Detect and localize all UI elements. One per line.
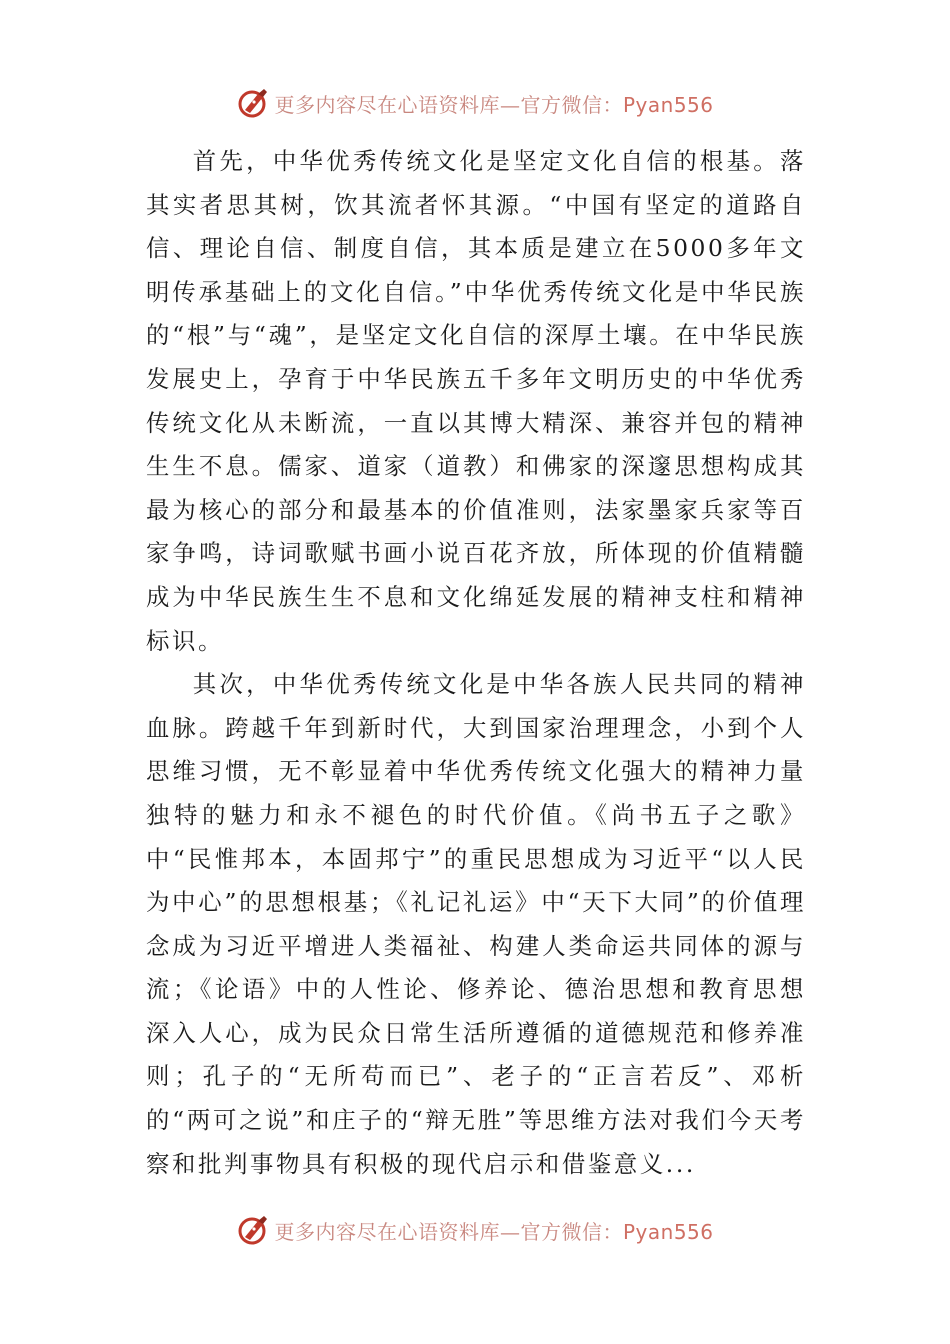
pen-nib-logo-icon: [236, 1213, 270, 1247]
footer-banner-label: 更多内容尽在心语资料库—官方微信：: [274, 1219, 623, 1244]
paragraph-1: 首先，中华优秀传统文化是坚定文化自信的根基。落其实者思其树，饮其流者怀其源。“中国有坚定的道路自信、理论自信、制度自信，其本质是建立在5000多年文明传承基础上的文化自信。”中华优秀传统文化是中华民族的“根”与“魂”，是坚定文化自信的深厚土壤。在中华民族发展史上，孕育于中华民族五千多年文明历史的中华优秀传统文化从未断流，一直以其博大精深、兼容并包的精神生生不息。儒家、道家（道教）和佛家的深邃思想构成其最为核心的部分和最基本的价值准则，法家墨家兵家等百家争鸣，诗词歌赋书画小说百花齐放，所体现的价值精髓成为中华民族生生不息和文化绵延发展的精神支柱和精神标识。: [146, 147, 806, 655]
paragraph-2: 其次，中华优秀传统文化是中华各族人民共同的精神血脉。跨越千年到新时代，大到国家治理理念，小到个人思维习惯，无不彰显着中华优秀传统文化强大的精神力量独特的魅力和永不褪色的时代价值。《尚书五子之歌》中“民惟邦本，本固邦宁”的重民思想成为习近平“以人民为中心”的思想根基；《礼记礼运》中“天下大同”的价值理念成为习近平增进人类福祉、构建人类命运共同体的源与流；《论语》中的人性论、修养论、德治思想和教育思想深入人心，成为民众日常生活所遵循的道德规范和修养准则；孔子的“无所苟而已”、老子的“正言若反”、邓析的“两可之说”和庄子的“辩无胜”等思维方法对我们今天考察和批判事物具有积极的现代启示和借鉴意义...: [146, 670, 806, 1178]
footer-wechat-handle: Pyan556: [622, 1219, 714, 1244]
pen-nib-logo-icon: [236, 86, 270, 120]
header-banner: [0, 83, 950, 123]
header-banner-text: [274, 89, 713, 118]
footer-banner-text: [274, 1216, 713, 1245]
header-wechat-handle: Pyan556: [622, 92, 714, 117]
footer-banner: [0, 1210, 950, 1250]
document-body: [146, 140, 806, 1186]
header-banner-label: 更多内容尽在心语资料库—官方微信：: [274, 92, 623, 117]
